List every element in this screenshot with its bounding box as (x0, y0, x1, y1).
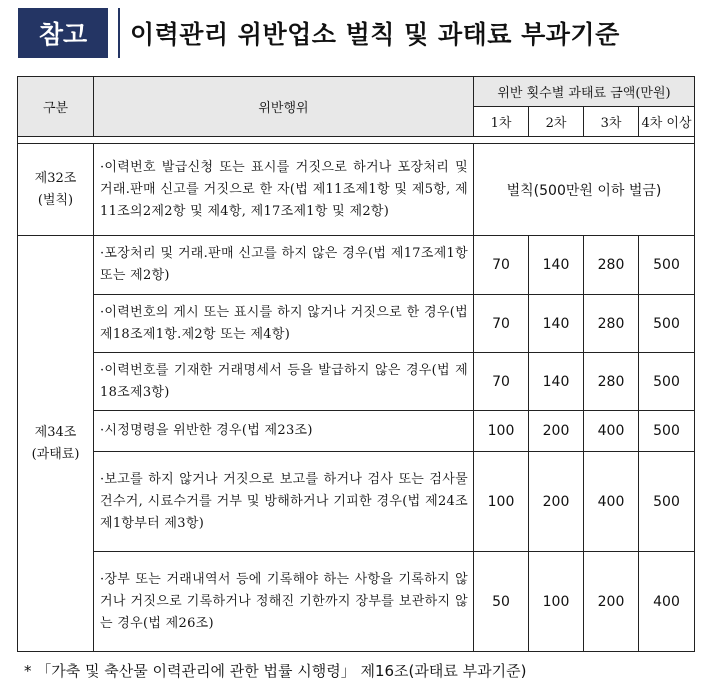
penalty-cell: 벌칙(500만원 이하 벌금) (474, 144, 695, 236)
page-title: 이력관리 위반업소 벌칙 및 과태료 부과기준 (130, 20, 620, 49)
category-article: 제34조 (34, 424, 77, 440)
header-count-2: 2차 (529, 107, 584, 137)
header-count-4: 4차 이상 (639, 107, 695, 137)
fine-3: 200 (584, 552, 639, 652)
fine-3: 280 (584, 236, 639, 295)
fine-4: 500 (639, 452, 695, 552)
header-violation: 위반행위 (94, 77, 474, 137)
header-count-1: 1차 (474, 107, 529, 137)
violation-cell: ·보고를 하지 않거나 거짓으로 보고를 하거나 검사 또는 검사물건수거, 시료수거를 거부 및 방해하거나 기피한 경우(법 제24조제1항부터 제3항) (94, 452, 474, 552)
table-row (18, 144, 695, 236)
fine-2: 140 (529, 236, 584, 295)
fine-2: 140 (529, 353, 584, 411)
fine-1: 70 (474, 295, 529, 353)
fine-4: 500 (639, 353, 695, 411)
violation-cell: ·장부 또는 거래내역서 등에 기록해야 하는 사항을 기록하지 않거나 거짓으로 기록하거나 정해진 기한까지 장부를 보관하지 않는 경우(법 제26조) (94, 552, 474, 652)
header-count-3: 3차 (584, 107, 639, 137)
table-row (18, 295, 695, 353)
category-type: (과태료) (31, 446, 80, 462)
fine-2: 200 (529, 411, 584, 452)
violation-cell: ·포장처리 및 거래.판매 신고를 하지 않은 경우(법 제17조제1항 또는 제2항) (94, 236, 474, 295)
fine-3: 400 (584, 411, 639, 452)
fine-2: 140 (529, 295, 584, 353)
title-divider (118, 8, 120, 58)
fine-1: 70 (474, 353, 529, 411)
category-cell (18, 144, 94, 236)
fine-4: 400 (639, 552, 695, 652)
fine-2: 200 (529, 452, 584, 552)
fine-1: 50 (474, 552, 529, 652)
fine-3: 400 (584, 452, 639, 552)
fine-2: 100 (529, 552, 584, 652)
header (18, 8, 694, 58)
fine-4: 500 (639, 295, 695, 353)
fine-3: 280 (584, 295, 639, 353)
violation-cell: ·이력번호의 게시 또는 표시를 하지 않거나 거짓으로 한 경우(법 제18조제1항.제2항 또는 제4항) (94, 295, 474, 353)
table-row (18, 452, 695, 552)
fine-4: 500 (639, 411, 695, 452)
header-category: 구분 (18, 77, 94, 137)
fine-1: 70 (474, 236, 529, 295)
fine-1: 100 (474, 411, 529, 452)
violation-cell: ·이력번호 발급신청 또는 표시를 거짓으로 하거나 포장처리 및 거래.판매 신고를 거짓으로 한 자(법 제11조제1항 및 제5항, 제11조의2제2항 및 제4항, 제17조제1항 및 제2항) (94, 144, 474, 236)
fine-3: 280 (584, 353, 639, 411)
category-cell (18, 236, 94, 652)
footnote: * 「가축 및 축산물 이력관리에 관한 법률 시행령」 제16조(과태료 부과기준) (24, 662, 527, 680)
violation-cell: ·이력번호를 기재한 거래명세서 등을 발급하지 않은 경우(법 제18조제3항) (94, 353, 474, 411)
violation-cell: ·시정명령을 위반한 경우(법 제23조) (94, 411, 474, 452)
category-type: (벌칙) (37, 192, 74, 208)
fine-4: 500 (639, 236, 695, 295)
table-row (18, 411, 695, 452)
table-row (18, 552, 695, 652)
table-row (18, 236, 695, 295)
fine-1: 100 (474, 452, 529, 552)
penalty-table (17, 76, 695, 652)
header-fines: 위반 횟수별 과태료 금액(만원) (474, 77, 695, 107)
category-article: 제32조 (34, 170, 77, 186)
table-row (18, 353, 695, 411)
reference-badge: 참고 (18, 8, 108, 58)
